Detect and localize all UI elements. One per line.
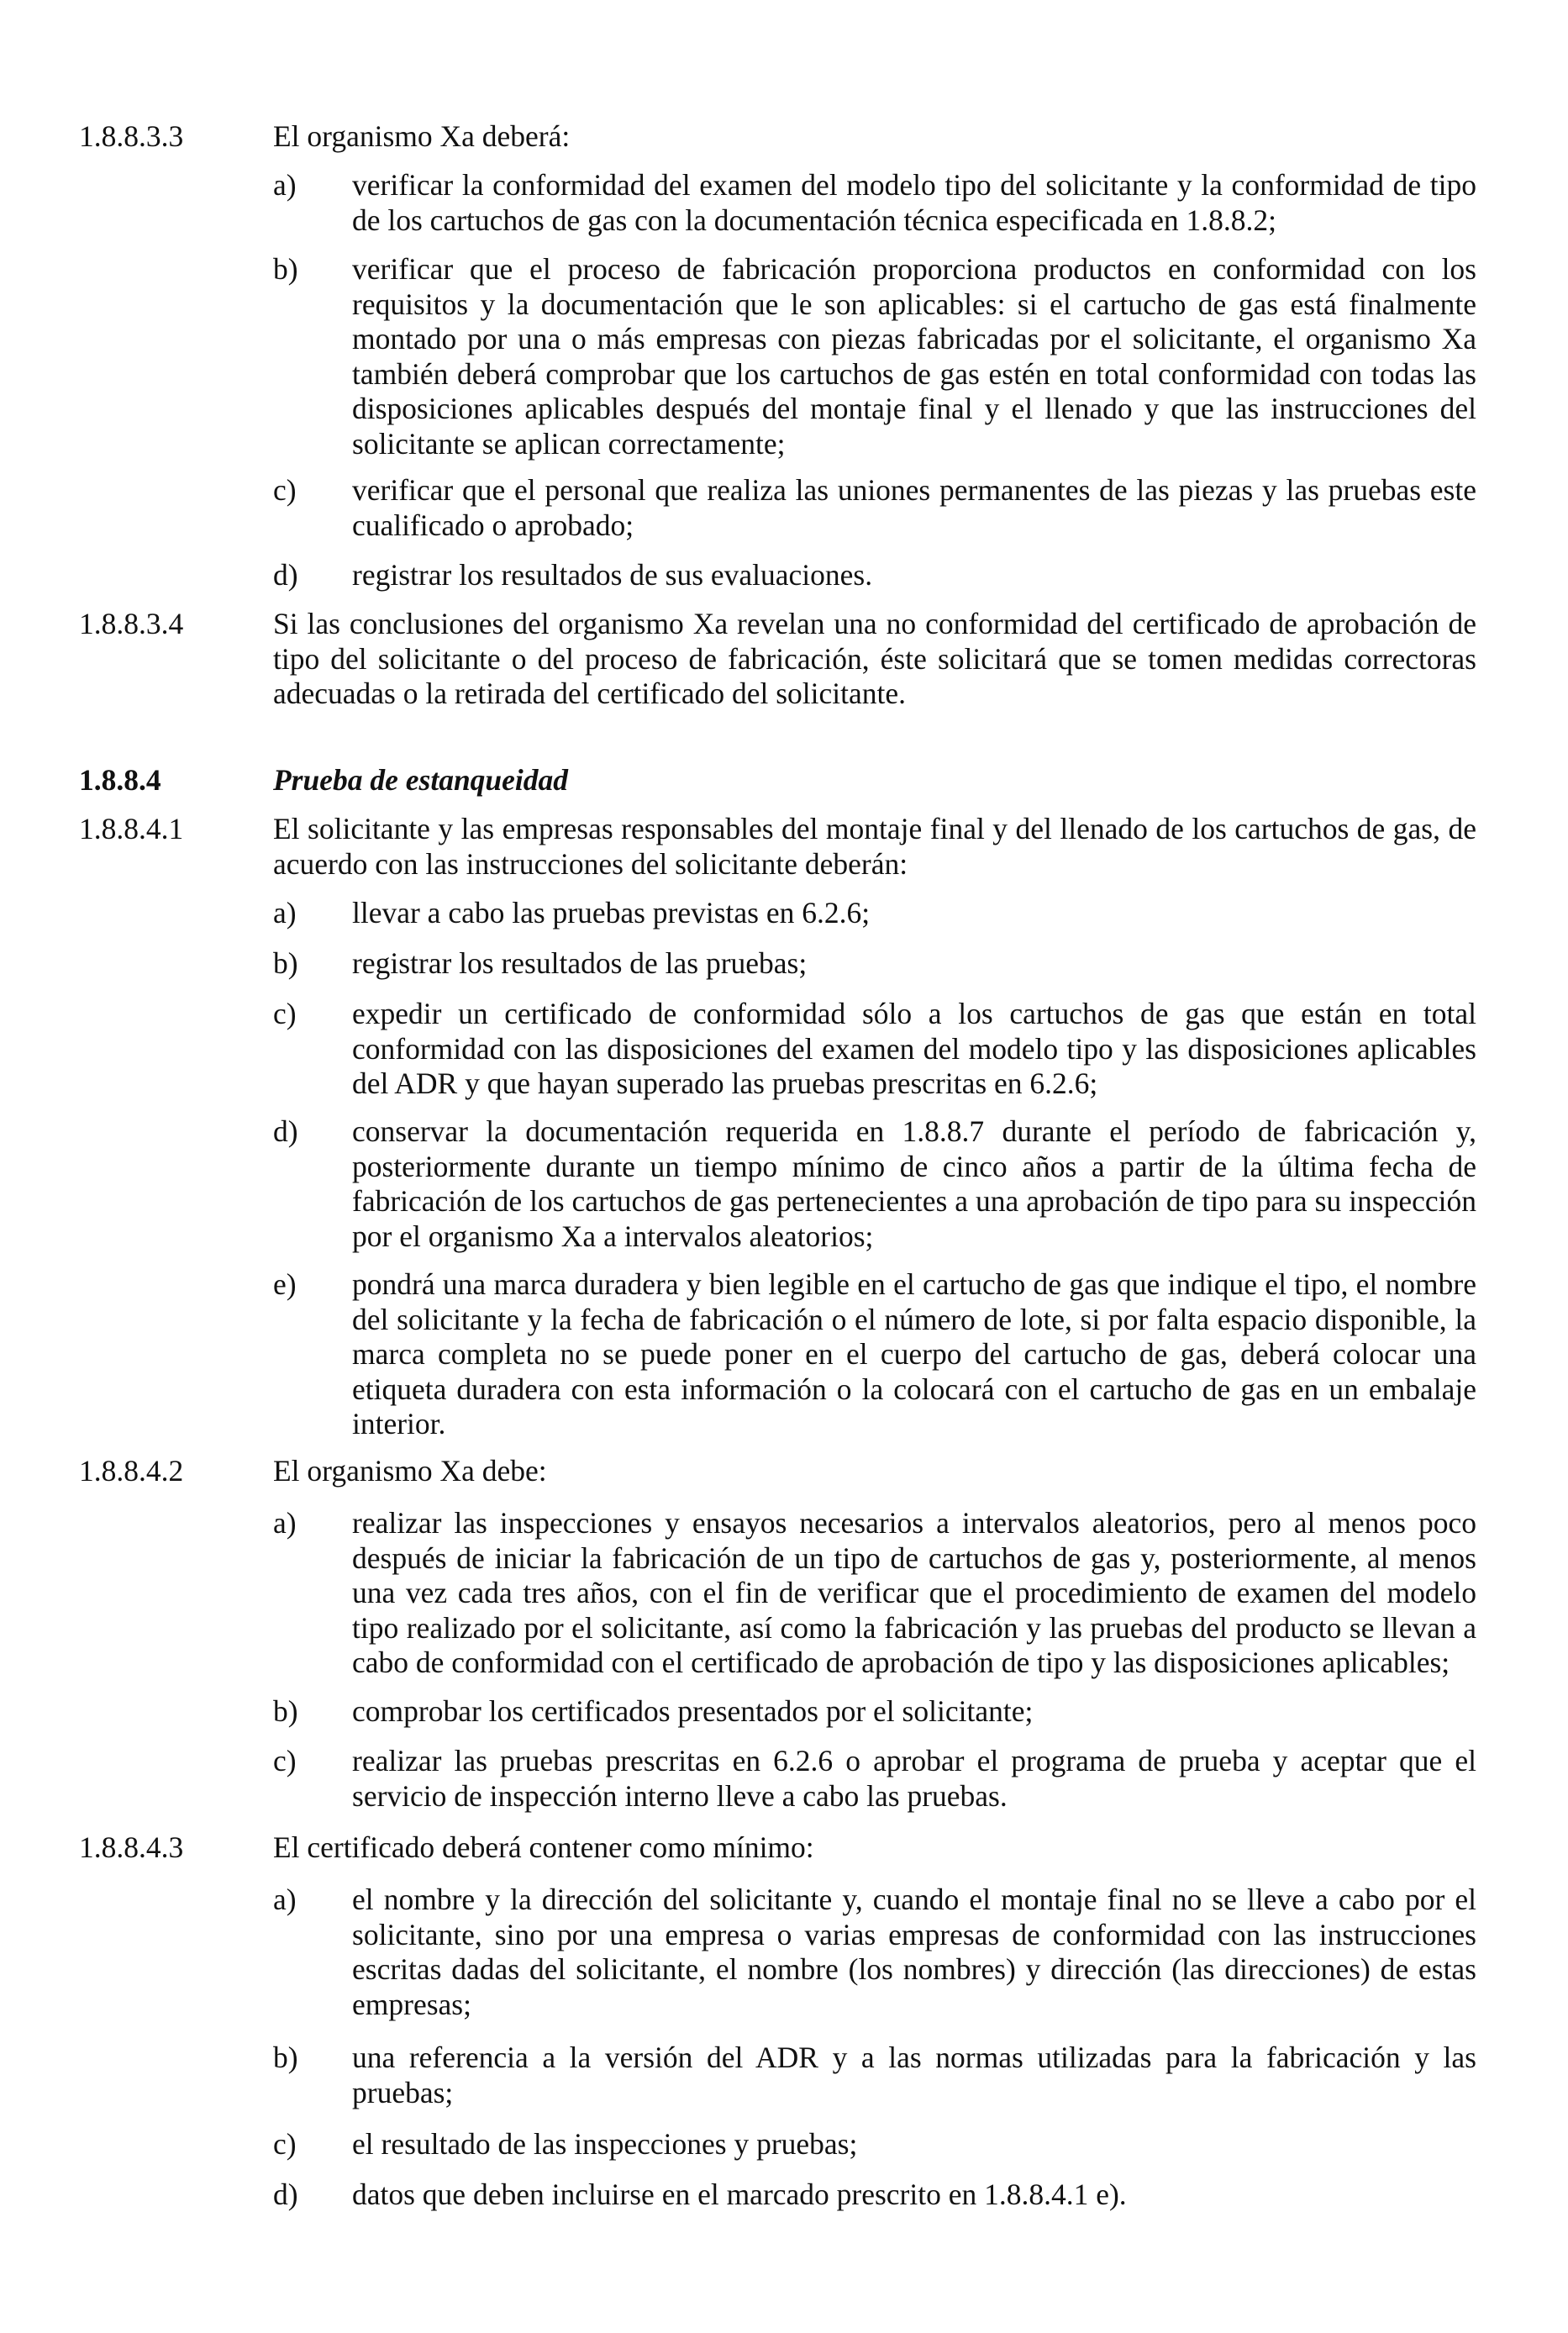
item-letter: c) xyxy=(273,473,297,507)
section-number: 1.8.8.4.3 xyxy=(79,1830,184,1864)
item-letter: a) xyxy=(273,1883,297,1916)
item-letter: b) xyxy=(273,1694,298,1728)
item-text: registrar los resultados de las pruebas; xyxy=(352,946,808,980)
section-heading: Prueba de estanqueidad xyxy=(273,763,569,797)
item-letter: a) xyxy=(273,896,297,930)
item-text: verificar la conformidad del examen del modelo tipo del solicitante y la conformidad de tipo de los cartuchos de gas con la documentación técnica especificada en 1.8.8.2; xyxy=(352,168,1476,237)
section-number: 1.8.8.4.1 xyxy=(79,812,184,845)
item-letter: c) xyxy=(273,1744,297,1777)
item-text: expedir un certificado de conformidad sólo a los cartuchos de gas que están en total conformidad con las disposiciones del examen del modelo tipo y las disposiciones aplicables del ADR y que hayan superado las pruebas prescritas en 6.2.6; xyxy=(352,997,1476,1100)
item-text: pondrá una marca duradera y bien legible en el cartucho de gas que indique el tipo, el nombre del solicitante y la fecha de fabricación o el número de lote, si por falta espacio disponible, la marca completa no se puede poner en el cuerpo del cartucho de gas, deberá colocar una etiqueta duradera con esta información o la colocará con el cartucho de gas en un embalaje interior. xyxy=(352,1267,1476,1440)
item-text: datos que deben incluirse en el marcado prescrito en 1.8.8.4.1 e). xyxy=(352,2178,1127,2211)
item-letter: d) xyxy=(273,2178,298,2211)
item-letter: c) xyxy=(273,2127,297,2161)
item-text: registrar los resultados de sus evaluaciones. xyxy=(352,558,873,592)
section-number: 1.8.8.3.3 xyxy=(79,119,184,153)
item-text: conservar la documentación requerida en 1.8.8.7 durante el período de fabricación y, posteriormente durante un tiempo mínimo de cinco años a partir de la última fecha de fabricación de los cartuchos de gas pertenecientes a una aprobación de tipo para su inspección por el organismo Xa a intervalos aleatorios; xyxy=(352,1114,1476,1253)
section-number: 1.8.8.4 xyxy=(79,763,161,797)
item-letter: c) xyxy=(273,997,297,1030)
item-text: comprobar los certificados presentados por el solicitante; xyxy=(352,1694,1034,1728)
item-letter: a) xyxy=(273,1506,297,1540)
item-letter: b) xyxy=(273,946,298,980)
item-text: el resultado de las inspecciones y pruebas; xyxy=(352,2127,858,2161)
item-text: verificar que el personal que realiza las uniones permanentes de las piezas y las pruebas este cualificado o aprobado; xyxy=(352,473,1476,542)
section-number: 1.8.8.4.2 xyxy=(79,1454,184,1488)
item-text: llevar a cabo las pruebas previstas en 6.2.6; xyxy=(352,896,871,930)
item-text: verificar que el proceso de fabricación proporciona productos en conformidad con los requisitos y la documentación que le son aplicables: si el cartucho de gas está finalmente montado por una o más empresas con piezas fabricadas por el solicitante, el organismo Xa también deberá comprobar que los cartuchos de gas estén en total conformidad con todas las disposiciones aplicables después del montaje final y el llenado y que las instrucciones del solicitante se aplican correctamente; xyxy=(352,252,1476,461)
section-lead: El solicitante y las empresas responsables del montaje final y del llenado de los cartuchos de gas, de acuerdo con las instrucciones del solicitante deberán: xyxy=(273,812,1476,881)
section-lead: El certificado deberá contener como mínimo: xyxy=(273,1830,814,1864)
item-letter: d) xyxy=(273,1114,298,1148)
item-letter: d) xyxy=(273,558,298,592)
section-number: 1.8.8.3.4 xyxy=(79,607,184,640)
item-text: una referencia a la versión del ADR y a las normas utilizadas para la fabricación y las pruebas; xyxy=(352,2041,1476,2109)
item-text: realizar las pruebas prescritas en 6.2.6 o aprobar el programa de prueba y aceptar que el servicio de inspección interno lleve a cabo las pruebas. xyxy=(352,1744,1476,1813)
section-lead: Si las conclusiones del organismo Xa revelan una no conformidad del certificado de aprobación de tipo del solicitante o del proceso de fabricación, éste solicitará que se tomen medidas correctoras adecuadas o la retirada del certificado del solicitante. xyxy=(273,607,1476,710)
section-lead: El organismo Xa debe: xyxy=(273,1454,547,1488)
item-letter: b) xyxy=(273,2041,298,2074)
item-letter: e) xyxy=(273,1267,297,1301)
item-text: el nombre y la dirección del solicitante y, cuando el montaje final no se lleve a cabo por el solicitante, sino por una empresa o varias empresas de conformidad con las instrucciones escritas dadas del solicitante, el nombre (los nombres) y dirección (las direcciones) de estas empresas; xyxy=(352,1883,1476,2021)
section-lead: El organismo Xa deberá: xyxy=(273,119,571,153)
item-letter: b) xyxy=(273,252,298,286)
item-letter: a) xyxy=(273,168,297,202)
item-text: realizar las inspecciones y ensayos necesarios a intervalos aleatorios, pero al menos poco después de iniciar la fabricación de un tipo de cartuchos de gas y, posteriormente, al menos una vez cada tres años, con el fin de verificar que el procedimiento de examen del modelo tipo realizado por el solicitante, así como la fabricación y las pruebas del producto se llevan a cabo de conformidad con el certificado de aprobación de tipo y las disposiciones aplicables; xyxy=(352,1506,1476,1679)
